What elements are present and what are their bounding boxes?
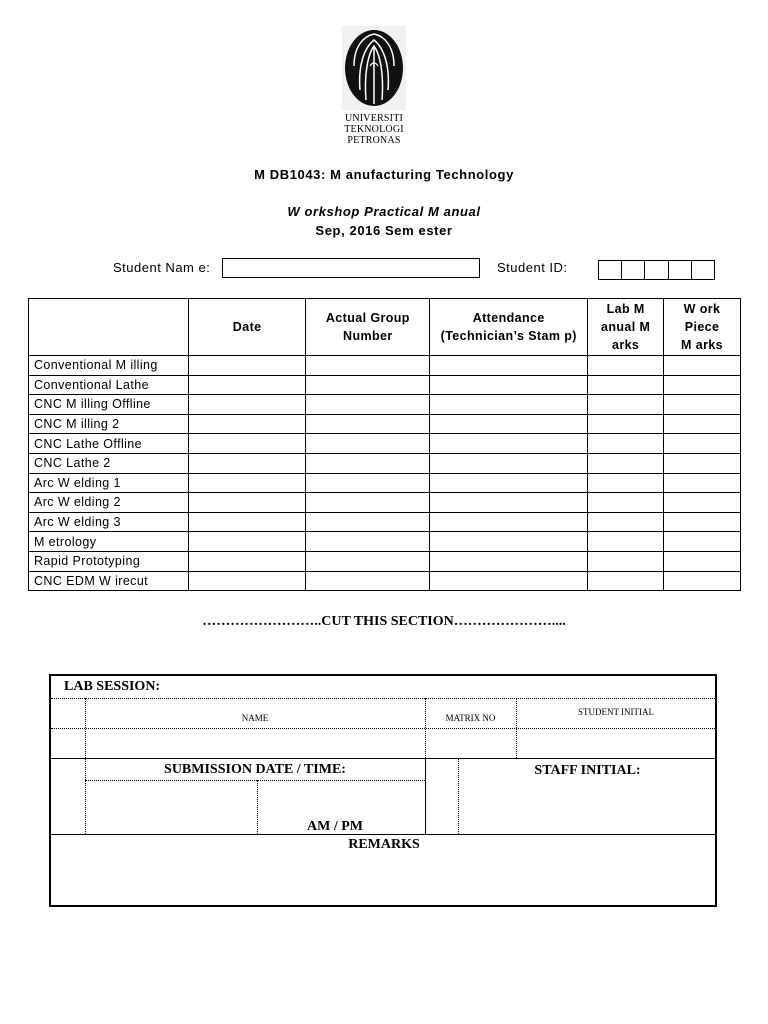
- entry-cell[interactable]: [664, 551, 741, 571]
- session-name-cell: Conventional M illing: [29, 356, 189, 376]
- divider: [51, 834, 717, 835]
- entry-cell[interactable]: [188, 434, 306, 454]
- student-id-cell[interactable]: [645, 261, 668, 279]
- remarks-field[interactable]: [55, 856, 713, 902]
- entry-cell[interactable]: [430, 551, 588, 571]
- table-row: [29, 453, 741, 473]
- header-work-piece-marks: [664, 299, 741, 356]
- session-name-cell: Rapid Prototyping: [29, 551, 189, 571]
- entry-cell[interactable]: [664, 453, 741, 473]
- header-lab-manual-marks: [588, 299, 664, 356]
- table-header-row: [29, 299, 741, 356]
- entry-cell[interactable]: [664, 434, 741, 454]
- session-name-cell: Arc W elding 1: [29, 473, 189, 493]
- student-id-field[interactable]: [598, 260, 715, 280]
- entry-cell[interactable]: [588, 395, 664, 415]
- table-row: [29, 532, 741, 552]
- entry-cell[interactable]: [188, 453, 306, 473]
- entry-cell[interactable]: [306, 493, 430, 513]
- entry-cell[interactable]: [306, 356, 430, 376]
- entry-cell[interactable]: [188, 356, 306, 376]
- staff-initial-label: STAFF INITIAL:: [534, 763, 641, 778]
- header-group-number: [306, 299, 430, 356]
- entry-cell[interactable]: [664, 356, 741, 376]
- entry-cell[interactable]: [430, 473, 588, 493]
- divider: [51, 728, 717, 729]
- entry-cell[interactable]: [664, 512, 741, 532]
- utp-emblem-icon: [340, 26, 408, 110]
- name-field[interactable]: [86, 730, 424, 758]
- entry-cell[interactable]: [306, 414, 430, 434]
- table-row: [29, 434, 741, 454]
- remarks-label: REMARKS: [348, 837, 420, 852]
- matrix-no-field[interactable]: [426, 730, 515, 758]
- table-row: [29, 395, 741, 415]
- entry-cell[interactable]: [588, 473, 664, 493]
- entry-cell[interactable]: [430, 375, 588, 395]
- entry-cell[interactable]: [664, 532, 741, 552]
- table-row: [29, 493, 741, 513]
- entry-cell[interactable]: [664, 395, 741, 415]
- table-row: [29, 473, 741, 493]
- entry-cell[interactable]: [664, 473, 741, 493]
- table-row: [29, 414, 741, 434]
- entry-cell[interactable]: [664, 493, 741, 513]
- lab-session-label: LAB SESSION:: [64, 679, 161, 694]
- entry-cell[interactable]: [664, 571, 741, 591]
- entry-cell[interactable]: [306, 473, 430, 493]
- entry-cell[interactable]: [430, 512, 588, 532]
- entry-cell[interactable]: [430, 571, 588, 591]
- student-id-cell[interactable]: [669, 261, 692, 279]
- entry-cell[interactable]: [306, 551, 430, 571]
- header-lab-manual-text: Lab M anual M arks: [600, 302, 651, 352]
- entry-cell[interactable]: [188, 473, 306, 493]
- entry-cell[interactable]: [430, 356, 588, 376]
- matrix-no-header: MATRIX NO: [445, 713, 496, 723]
- workshop-attendance-table: [28, 298, 741, 591]
- entry-cell[interactable]: [188, 395, 306, 415]
- entry-cell[interactable]: [588, 532, 664, 552]
- session-name-cell: Conventional Lathe: [29, 375, 189, 395]
- course-title: M DB1043: M anufacturing Technology: [254, 167, 514, 182]
- divider: [85, 780, 425, 781]
- entry-cell[interactable]: [588, 356, 664, 376]
- entry-cell[interactable]: [306, 434, 430, 454]
- session-name-cell: CNC M illing Offline: [29, 395, 189, 415]
- logo-line-1: UNIVERSITI: [344, 113, 404, 124]
- session-name-cell: CNC EDM W irecut: [29, 571, 189, 591]
- divider: [425, 758, 426, 834]
- table-row: [29, 356, 741, 376]
- entry-cell[interactable]: [588, 453, 664, 473]
- entry-cell[interactable]: [188, 493, 306, 513]
- student-initial-field[interactable]: [517, 730, 716, 758]
- student-id-cell[interactable]: [622, 261, 645, 279]
- table-row: [29, 375, 741, 395]
- cut-section-line: ……………………..CUT THIS SECTION…………………....: [202, 614, 566, 629]
- student-initial-header: STUDENT INITIAL: [577, 707, 655, 717]
- entry-cell[interactable]: [664, 375, 741, 395]
- entry-cell[interactable]: [306, 453, 430, 473]
- entry-cell[interactable]: [188, 571, 306, 591]
- student-id-cell[interactable]: [692, 261, 714, 279]
- entry-cell[interactable]: [306, 512, 430, 532]
- submission-date-field[interactable]: [86, 782, 256, 832]
- table-row: [29, 571, 741, 591]
- student-name-field[interactable]: [222, 258, 480, 278]
- divider: [51, 758, 717, 759]
- entry-cell[interactable]: [306, 395, 430, 415]
- student-id-label: Student ID:: [497, 260, 568, 275]
- entry-cell[interactable]: [306, 375, 430, 395]
- entry-cell[interactable]: [188, 551, 306, 571]
- am-pm-label: AM / PM: [307, 819, 363, 834]
- entry-cell[interactable]: [588, 512, 664, 532]
- entry-cell[interactable]: [430, 395, 588, 415]
- session-name-cell: CNC M illing 2: [29, 414, 189, 434]
- entry-cell[interactable]: [430, 414, 588, 434]
- entry-cell[interactable]: [306, 532, 430, 552]
- table-row: [29, 551, 741, 571]
- entry-cell[interactable]: [588, 375, 664, 395]
- entry-cell[interactable]: [188, 532, 306, 552]
- submission-slip: [49, 674, 717, 907]
- entry-cell[interactable]: [430, 493, 588, 513]
- submission-date-label: SUBMISSION DATE / TIME:: [164, 762, 346, 777]
- session-name-cell: CNC Lathe 2: [29, 453, 189, 473]
- entry-cell[interactable]: [430, 453, 588, 473]
- entry-cell[interactable]: [188, 375, 306, 395]
- divider: [51, 698, 717, 699]
- header-date: Date: [188, 299, 306, 356]
- entry-cell[interactable]: [430, 532, 588, 552]
- entry-cell[interactable]: [588, 571, 664, 591]
- header-work-piece-text: W ork Piece M arks: [681, 302, 724, 352]
- student-id-cell[interactable]: [599, 261, 622, 279]
- session-name-cell: Arc W elding 3: [29, 512, 189, 532]
- name-header: NAME: [241, 713, 269, 723]
- session-name-cell: Arc W elding 2: [29, 493, 189, 513]
- entry-cell[interactable]: [188, 414, 306, 434]
- entry-cell[interactable]: [188, 512, 306, 532]
- header-attendance-text: Attendance (Technician’s Stam p): [440, 311, 577, 343]
- logo-line-3: PETRONAS: [347, 135, 401, 146]
- entry-cell[interactable]: [306, 571, 430, 591]
- header-session-cell: [29, 299, 189, 356]
- session-name-cell: M etrology: [29, 532, 189, 552]
- table-row: [29, 512, 741, 532]
- entry-cell[interactable]: [588, 414, 664, 434]
- university-logo: [340, 26, 408, 150]
- entry-cell[interactable]: [588, 493, 664, 513]
- entry-cell[interactable]: [588, 551, 664, 571]
- student-name-label: Student Nam e:: [113, 260, 211, 275]
- header-attendance: [430, 299, 588, 356]
- entry-cell[interactable]: [664, 414, 741, 434]
- logo-line-2: TEKNOLOGI: [344, 124, 404, 135]
- entry-cell[interactable]: [588, 434, 664, 454]
- session-name-cell: CNC Lathe Offline: [29, 434, 189, 454]
- header-group-number-text: Actual Group Number: [325, 311, 410, 343]
- entry-cell[interactable]: [430, 434, 588, 454]
- semester-title: Sep, 2016 Sem ester: [315, 223, 453, 238]
- staff-initial-field[interactable]: [459, 782, 715, 832]
- manual-title: W orkshop Practical M anual: [287, 204, 481, 219]
